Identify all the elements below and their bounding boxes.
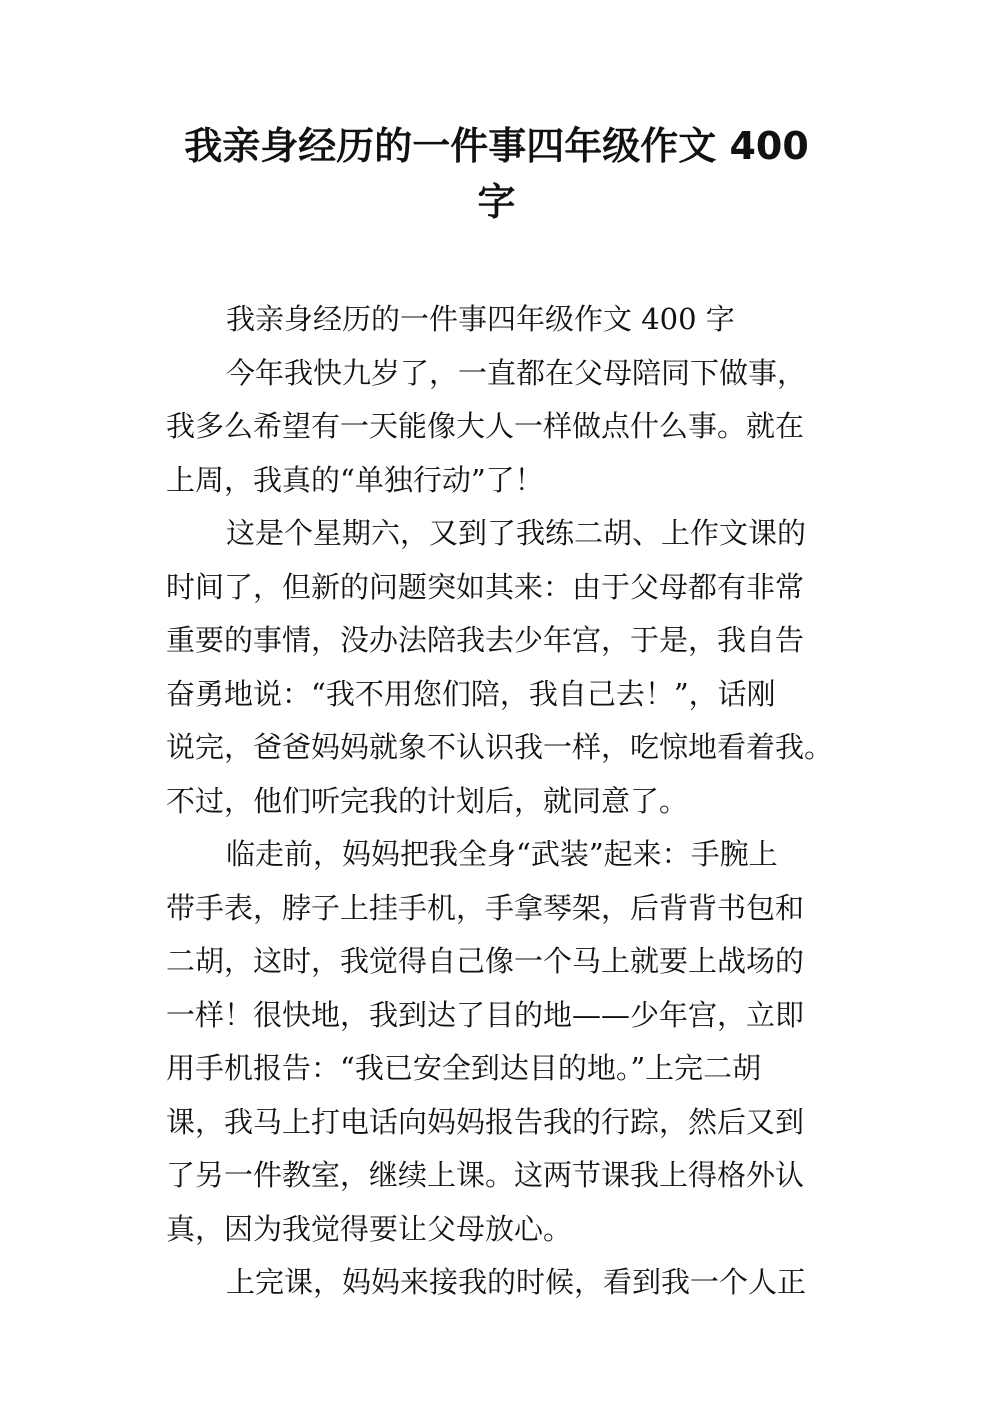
body-line: 不过，他们听完我的计划后，就同意了。 — [166, 783, 689, 818]
body-line: 真，因为我觉得要让父母放心。 — [166, 1211, 573, 1246]
body-line: 奋勇地说：“我不用您们陪，我自己去！”，话刚 — [166, 676, 776, 711]
body-line: 说完，爸爸妈妈就象不认识我一样，吃惊地看着我。 — [166, 730, 834, 764]
body-line: 时间了，但新的问题突如其来：由于父母都有非常 — [166, 569, 805, 604]
body-line: 二胡，这时，我觉得自己像一个马上就要上战场的 — [166, 944, 805, 978]
body-line: 上周，我真的“单独行动”了！ — [166, 462, 544, 497]
body-line: 我亲身经历的一件事四年级作文 400 字 — [226, 302, 735, 336]
body-line: 了另一件教室，继续上课。这两节课我上得格外认 — [166, 1158, 805, 1192]
body-line: 这是个星期六，又到了我练二胡、上作文课的 — [226, 516, 807, 550]
body-line: 我多么希望有一天能像大人一样做点什么事。就在 — [166, 409, 805, 443]
body-line: 重要的事情，没办法陪我去少年宫，于是，我自告 — [166, 623, 805, 657]
body-line: 今年我快九岁了，一直都在父母陪同下做事， — [226, 355, 807, 390]
body-line: 课，我马上打电话向妈妈报告我的行踪，然后又到 — [166, 1104, 805, 1139]
body-line: 一样！很快地，我到达了目的地——少年宫，立即 — [166, 997, 805, 1032]
body-line: 上完课，妈妈来接我的时候，看到我一个人正 — [226, 1265, 807, 1299]
title-line-1: 我亲身经历的一件事四年级作文 400 — [184, 124, 809, 168]
document-title — [150, 118, 843, 230]
body-line: 临走前，妈妈把我全身“武装”起来：手腕上 — [226, 837, 778, 871]
body-line: 带手表，脖子上挂手机，手拿琴架，后背背书包和 — [166, 890, 805, 925]
body-line: 用手机报告：“我已安全到达目的地。”上完二胡 — [166, 1051, 762, 1085]
title-line-2: 字 — [477, 180, 516, 224]
essay-body — [166, 293, 856, 1310]
